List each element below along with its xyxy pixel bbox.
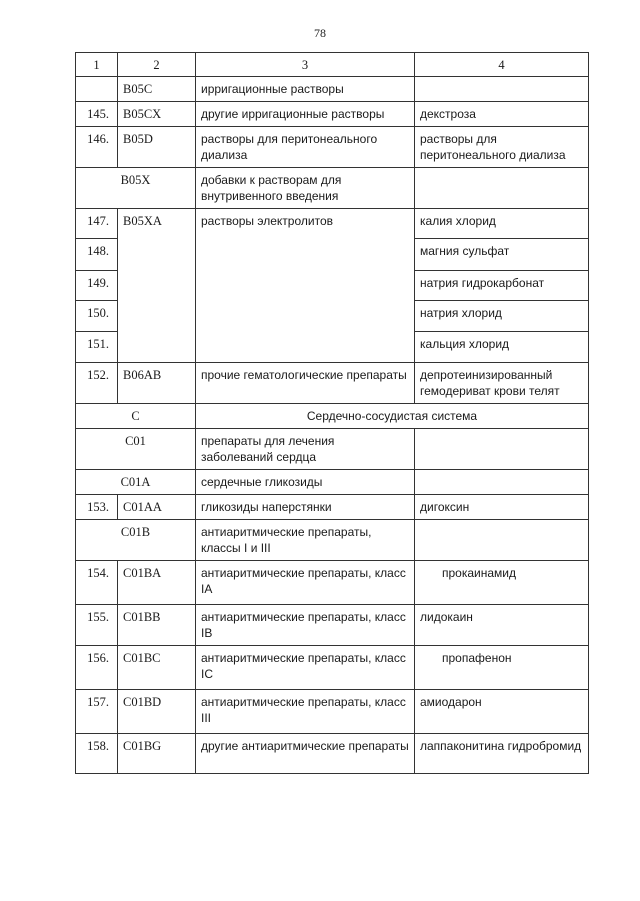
table-row (76, 470, 589, 495)
table-body (76, 77, 589, 774)
drug-name: пропафенон (415, 646, 589, 690)
drug-table (75, 52, 589, 774)
table-row (76, 102, 589, 127)
header-cell-3: 3 (196, 53, 415, 77)
group-name: растворы для перитонеального диализа (196, 127, 415, 168)
group-name: добавки к растворам для внутривенного введения (196, 168, 415, 209)
atc-code: C01AA (118, 495, 196, 520)
table-row (76, 429, 589, 470)
table-header-row (76, 53, 589, 77)
group-name: другие ирригационные растворы (196, 102, 415, 127)
group-name: растворы электролитов (196, 209, 415, 363)
group-name: антиаритмические препараты, класс IA (196, 561, 415, 605)
atc-code: C01A (76, 470, 196, 495)
table-row (76, 646, 589, 690)
row-number: 148. (76, 239, 118, 271)
drug-name: натрия гидрокарбонат (415, 271, 589, 301)
header-cell-1: 1 (76, 53, 118, 77)
drug-name (415, 77, 589, 102)
header-cell-2: 2 (118, 53, 196, 77)
group-name: ирригационные растворы (196, 77, 415, 102)
group-name: сердечные гликозиды (196, 470, 415, 495)
drug-name: натрия хлорид (415, 301, 589, 332)
row-number: 153. (76, 495, 118, 520)
table-row (76, 363, 589, 404)
group-name: прочие гематологические препараты (196, 363, 415, 404)
section-code: C (76, 404, 196, 429)
table-row (76, 168, 589, 209)
table-row (76, 605, 589, 646)
row-number (76, 77, 118, 102)
atc-code: C01BB (118, 605, 196, 646)
row-number: 156. (76, 646, 118, 690)
atc-code: C01BC (118, 646, 196, 690)
page-number: 78 (314, 26, 326, 40)
row-number: 157. (76, 690, 118, 734)
atc-code: C01BG (118, 734, 196, 774)
row-number: 155. (76, 605, 118, 646)
atc-code: C01 (76, 429, 196, 470)
drug-name: лидокаин (415, 605, 589, 646)
table-row (76, 561, 589, 605)
drug-name: дигоксин (415, 495, 589, 520)
drug-name: лаппаконитина гидробромид (415, 734, 589, 774)
row-number: 158. (76, 734, 118, 774)
drug-name: прокаинамид (415, 561, 589, 605)
row-number: 150. (76, 301, 118, 332)
row-number: 146. (76, 127, 118, 168)
group-name: антиаритмические препараты, класс III (196, 690, 415, 734)
atc-code: C01BA (118, 561, 196, 605)
atc-code: B05D (118, 127, 196, 168)
table-row (76, 690, 589, 734)
group-name: гликозиды наперстянки (196, 495, 415, 520)
header-cell-4: 4 (415, 53, 589, 77)
drug-name (415, 168, 589, 209)
row-number: 154. (76, 561, 118, 605)
table-row (76, 404, 589, 429)
atc-code: B06AB (118, 363, 196, 404)
table-row (76, 127, 589, 168)
drug-name: амиодарон (415, 690, 589, 734)
drug-name: магния сульфат (415, 239, 589, 271)
atc-code: B05X (76, 168, 196, 209)
table-row (76, 520, 589, 561)
row-number: 147. (76, 209, 118, 239)
drug-name: депротеинизированный гемодериват крови телят (415, 363, 589, 404)
atc-code: C01BD (118, 690, 196, 734)
group-name: антиаритмические препараты, классы I и III (196, 520, 415, 561)
row-number: 149. (76, 271, 118, 301)
table-row (76, 209, 589, 239)
table-row (76, 77, 589, 102)
drug-name: калия хлорид (415, 209, 589, 239)
group-name: другие антиаритмические препараты (196, 734, 415, 774)
group-name: антиаритмические препараты, класс IC (196, 646, 415, 690)
drug-name (415, 429, 589, 470)
row-number: 151. (76, 332, 118, 363)
row-number: 145. (76, 102, 118, 127)
drug-name (415, 520, 589, 561)
atc-code: C01B (76, 520, 196, 561)
group-name: препараты для лечения заболеваний сердца (196, 429, 415, 470)
drug-name: декстроза (415, 102, 589, 127)
drug-name: растворы для перитонеального диализа (415, 127, 589, 168)
section-title: Сердечно-сосудистая система (196, 404, 589, 429)
group-name: антиаритмические препараты, класс IB (196, 605, 415, 646)
atc-code: B05CX (118, 102, 196, 127)
drug-name (415, 470, 589, 495)
row-number: 152. (76, 363, 118, 404)
atc-code: B05C (118, 77, 196, 102)
table-row (76, 495, 589, 520)
drug-name: кальция хлорид (415, 332, 589, 363)
table-row (76, 734, 589, 774)
atc-code: B05XA (118, 209, 196, 363)
